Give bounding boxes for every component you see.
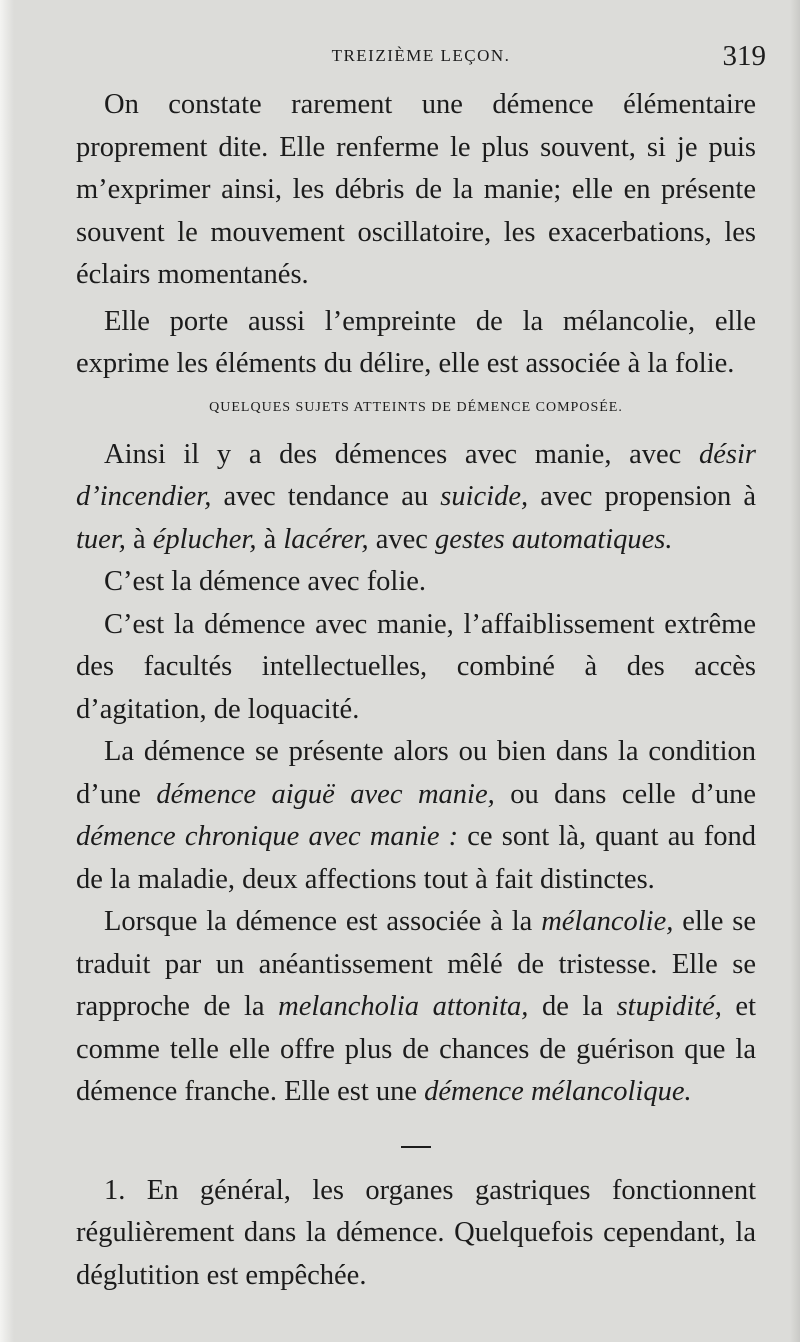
text-run: de la	[528, 991, 617, 1022]
running-title: TREIZIÈME LEÇON.	[331, 46, 511, 65]
paragraph-6	[76, 731, 756, 901]
italic-run: désir d’incendier,	[76, 438, 756, 512]
footnote: 1. En général, les organes gastriques fonctionnent régulièrement dans la démence. Quelquefois cependant, la déglutition est empêchée.	[76, 1174, 756, 1291]
italic-run: suicide,	[440, 481, 529, 512]
italic-run: démence aiguë avec manie,	[156, 778, 495, 810]
italic-run: stupidité,	[616, 991, 722, 1022]
text-run: avec tendance au	[211, 481, 441, 512]
italic-run: éplucher,	[152, 523, 257, 555]
text-run: à	[256, 523, 284, 555]
text-run: La démence se présente alors ou bien dans la condition d’une	[76, 736, 756, 810]
page-number: 319	[722, 40, 766, 72]
paragraph-7	[76, 901, 756, 1114]
paragraph-1: On constate rarement une démence élémentaire proprement dite. Elle renferme le plus souvent, si je puis m’exprimer ainsi, les débris de la manie; elle en présente souvent le mouvement oscillatoire, les exacerbations, les éclairs momentanés.	[76, 89, 756, 290]
italic-run: démence mélancolique.	[424, 1076, 692, 1107]
text-run: ce sont là, quant au fond de la maladie, deux affections tout à fait distinctes.	[76, 821, 756, 895]
running-header	[76, 40, 766, 80]
footnote-separator	[401, 1146, 431, 1148]
page-edge-right	[790, 0, 800, 1342]
paragraph-4: C’est la démence avec folie.	[104, 566, 427, 597]
paragraph-2: Elle porte aussi l’empreinte de la mélancolie, elle exprime les éléments du délire, elle est associée à la folie.	[76, 305, 756, 379]
italic-run: lacérer,	[283, 523, 369, 555]
paragraph-5: C’est la démence avec manie, l’affaiblissement extrême des facultés intellectuelles, combiné à des accès d’agitation, de loquacité.	[76, 608, 756, 725]
text-run: avec propension à	[528, 481, 757, 512]
text-run: avec	[368, 523, 436, 555]
italic-run: melancholia attonita,	[278, 991, 529, 1022]
italic-run: tuer,	[76, 523, 126, 555]
text-run: elle se traduit par un anéantissement mêlé de tristesse. Elle se rapproche de la	[76, 906, 756, 1022]
italic-run: gestes automatiques.	[435, 523, 673, 555]
paragraph-3	[76, 434, 756, 562]
text-run: Ainsi il y a des démences avec manie, avec	[104, 438, 699, 470]
italic-run: démence chronique avec manie :	[76, 821, 459, 852]
text-run: Lorsque la démence est associée à la	[104, 906, 542, 937]
section-heading: QUELQUES SUJETS ATTEINTS DE DÉMENCE COMPOSÉE.	[209, 399, 623, 415]
text-run: à	[125, 523, 153, 555]
text-run: et comme telle elle offre plus de chances de guérison que la démence franche. Elle est une	[76, 991, 756, 1107]
italic-run: mélancolie,	[541, 906, 674, 937]
text-run: ou dans celle d’une	[494, 778, 757, 810]
page-body	[76, 84, 756, 1297]
page-edge-left	[0, 0, 14, 1342]
